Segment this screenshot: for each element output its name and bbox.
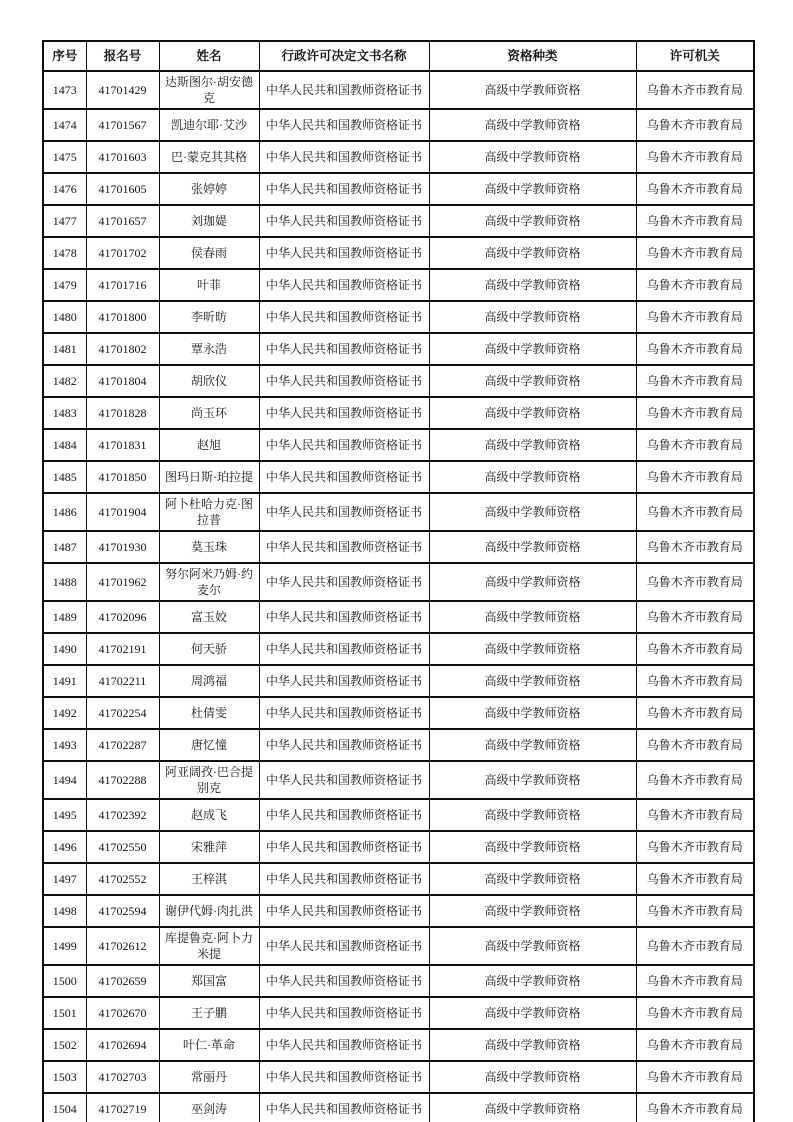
cell-qual-type: 高级中学教师资格 (429, 997, 636, 1029)
cell-reg-no: 41702694 (86, 1029, 159, 1061)
cell-reg-no: 41702211 (86, 665, 159, 697)
cell-name: 王子鹏 (159, 997, 259, 1029)
cell-name: 尚玉环 (159, 397, 259, 429)
cell-name: 努尔阿米乃姆·约麦尔 (159, 563, 259, 601)
cell-authority: 乌鲁木齐市教育局 (636, 997, 754, 1029)
cell-doc-name: 中华人民共和国教师资格证书 (259, 493, 429, 531)
cell-doc-name: 中华人民共和国教师资格证书 (259, 269, 429, 301)
cell-name: 阿亚阔孜·巴合提别克 (159, 761, 259, 799)
cell-authority: 乌鲁木齐市教育局 (636, 205, 754, 237)
cell-serial: 1483 (43, 397, 86, 429)
cell-authority: 乌鲁木齐市教育局 (636, 365, 754, 397)
table-row (43, 397, 754, 429)
table-row (43, 173, 754, 205)
cell-name: 宋雅萍 (159, 831, 259, 863)
cell-doc-name: 中华人民共和国教师资格证书 (259, 141, 429, 173)
cell-authority: 乌鲁木齐市教育局 (636, 493, 754, 531)
cell-qual-type: 高级中学教师资格 (429, 461, 636, 493)
cell-reg-no: 41702096 (86, 601, 159, 633)
cell-qual-type: 高级中学教师资格 (429, 799, 636, 831)
cell-authority: 乌鲁木齐市教育局 (636, 965, 754, 997)
cell-qual-type: 高级中学教师资格 (429, 927, 636, 965)
table-row (43, 237, 754, 269)
cell-serial: 1487 (43, 531, 86, 563)
cell-qual-type: 高级中学教师资格 (429, 493, 636, 531)
cell-authority: 乌鲁木齐市教育局 (636, 301, 754, 333)
cell-reg-no: 41701904 (86, 493, 159, 531)
cell-doc-name: 中华人民共和国教师资格证书 (259, 831, 429, 863)
cell-qual-type: 高级中学教师资格 (429, 831, 636, 863)
cell-doc-name: 中华人民共和国教师资格证书 (259, 365, 429, 397)
cell-doc-name: 中华人民共和国教师资格证书 (259, 109, 429, 141)
cell-doc-name: 中华人民共和国教师资格证书 (259, 997, 429, 1029)
cell-authority: 乌鲁木齐市教育局 (636, 633, 754, 665)
cell-reg-no: 41701716 (86, 269, 159, 301)
cell-qual-type: 高级中学教师资格 (429, 729, 636, 761)
cell-authority: 乌鲁木齐市教育局 (636, 729, 754, 761)
table-row (43, 965, 754, 997)
cell-reg-no: 41701702 (86, 237, 159, 269)
cell-serial: 1485 (43, 461, 86, 493)
cell-reg-no: 41701567 (86, 109, 159, 141)
table-header (43, 41, 754, 71)
cell-authority: 乌鲁木齐市教育局 (636, 665, 754, 697)
cell-name: 何天骄 (159, 633, 259, 665)
cell-authority: 乌鲁木齐市教育局 (636, 109, 754, 141)
cell-serial: 1491 (43, 665, 86, 697)
cell-qual-type: 高级中学教师资格 (429, 333, 636, 365)
cell-authority: 乌鲁木齐市教育局 (636, 71, 754, 109)
cell-doc-name: 中华人民共和国教师资格证书 (259, 895, 429, 927)
cell-authority: 乌鲁木齐市教育局 (636, 461, 754, 493)
cell-reg-no: 41701962 (86, 563, 159, 601)
table-row (43, 493, 754, 531)
cell-reg-no: 41702612 (86, 927, 159, 965)
table-row (43, 301, 754, 333)
cell-name: 赵旭 (159, 429, 259, 461)
cell-serial: 1503 (43, 1061, 86, 1093)
cell-qual-type: 高级中学教师资格 (429, 531, 636, 563)
cell-serial: 1477 (43, 205, 86, 237)
cell-reg-no: 41702594 (86, 895, 159, 927)
cell-name: 富玉姣 (159, 601, 259, 633)
table-row (43, 697, 754, 729)
cell-authority: 乌鲁木齐市教育局 (636, 397, 754, 429)
cell-doc-name: 中华人民共和国教师资格证书 (259, 927, 429, 965)
table-row (43, 563, 754, 601)
cell-serial: 1504 (43, 1093, 86, 1122)
table-row (43, 333, 754, 365)
cell-serial: 1486 (43, 493, 86, 531)
cell-doc-name: 中华人民共和国教师资格证书 (259, 397, 429, 429)
cell-reg-no: 41702659 (86, 965, 159, 997)
cell-doc-name: 中华人民共和国教师资格证书 (259, 965, 429, 997)
cell-reg-no: 41701603 (86, 141, 159, 173)
cell-serial: 1475 (43, 141, 86, 173)
table-row (43, 927, 754, 965)
cell-qual-type: 高级中学教师资格 (429, 301, 636, 333)
cell-doc-name: 中华人民共和国教师资格证书 (259, 531, 429, 563)
cell-authority: 乌鲁木齐市教育局 (636, 531, 754, 563)
cell-name: 王梓淇 (159, 863, 259, 895)
table-row (43, 799, 754, 831)
cell-authority: 乌鲁木齐市教育局 (636, 863, 754, 895)
cell-authority: 乌鲁木齐市教育局 (636, 927, 754, 965)
table-row (43, 71, 754, 109)
cell-doc-name: 中华人民共和国教师资格证书 (259, 863, 429, 895)
cell-reg-no: 41701831 (86, 429, 159, 461)
cell-qual-type: 高级中学教师资格 (429, 109, 636, 141)
cell-qual-type: 高级中学教师资格 (429, 269, 636, 301)
cell-name: 张婷婷 (159, 173, 259, 205)
cell-serial: 1499 (43, 927, 86, 965)
cell-name: 图玛日斯·珀拉提 (159, 461, 259, 493)
cell-qual-type: 高级中学教师资格 (429, 965, 636, 997)
table-row (43, 269, 754, 301)
cell-authority: 乌鲁木齐市教育局 (636, 895, 754, 927)
cell-authority: 乌鲁木齐市教育局 (636, 333, 754, 365)
cell-name: 覃永浩 (159, 333, 259, 365)
qualification-table (42, 40, 755, 1122)
cell-authority: 乌鲁木齐市教育局 (636, 563, 754, 601)
cell-reg-no: 41702703 (86, 1061, 159, 1093)
cell-doc-name: 中华人民共和国教师资格证书 (259, 237, 429, 269)
cell-reg-no: 41702287 (86, 729, 159, 761)
cell-reg-no: 41702288 (86, 761, 159, 799)
cell-serial: 1489 (43, 601, 86, 633)
cell-name: 库提鲁克·阿卜力米提 (159, 927, 259, 965)
table-row (43, 531, 754, 563)
column-header-serial: 序号 (43, 41, 86, 71)
cell-reg-no: 41701804 (86, 365, 159, 397)
cell-doc-name: 中华人民共和国教师资格证书 (259, 1029, 429, 1061)
cell-qual-type: 高级中学教师资格 (429, 173, 636, 205)
cell-reg-no: 41702552 (86, 863, 159, 895)
cell-name: 叶菲 (159, 269, 259, 301)
cell-doc-name: 中华人民共和国教师资格证书 (259, 601, 429, 633)
cell-serial: 1478 (43, 237, 86, 269)
cell-authority: 乌鲁木齐市教育局 (636, 831, 754, 863)
cell-name: 阿卜杜哈力克·图拉普 (159, 493, 259, 531)
cell-reg-no: 41702392 (86, 799, 159, 831)
cell-serial: 1474 (43, 109, 86, 141)
column-header-reg-no: 报名号 (86, 41, 159, 71)
cell-authority: 乌鲁木齐市教育局 (636, 697, 754, 729)
table-row (43, 831, 754, 863)
cell-authority: 乌鲁木齐市教育局 (636, 173, 754, 205)
cell-serial: 1484 (43, 429, 86, 461)
cell-reg-no: 41702670 (86, 997, 159, 1029)
cell-serial: 1481 (43, 333, 86, 365)
cell-qual-type: 高级中学教师资格 (429, 633, 636, 665)
cell-reg-no: 41702254 (86, 697, 159, 729)
cell-reg-no: 41701657 (86, 205, 159, 237)
table-row (43, 461, 754, 493)
cell-serial: 1479 (43, 269, 86, 301)
cell-name: 凯迪尔耶·艾沙 (159, 109, 259, 141)
table-row (43, 895, 754, 927)
cell-name: 郑国富 (159, 965, 259, 997)
cell-qual-type: 高级中学教师资格 (429, 1061, 636, 1093)
table-row (43, 633, 754, 665)
cell-serial: 1492 (43, 697, 86, 729)
cell-name: 巴·蒙克其其格 (159, 141, 259, 173)
cell-doc-name: 中华人民共和国教师资格证书 (259, 429, 429, 461)
cell-name: 叶仁·革命 (159, 1029, 259, 1061)
table-row (43, 205, 754, 237)
cell-serial: 1482 (43, 365, 86, 397)
column-header-authority: 许可机关 (636, 41, 754, 71)
column-header-doc-name: 行政许可决定文书名称 (259, 41, 429, 71)
cell-qual-type: 高级中学教师资格 (429, 1029, 636, 1061)
cell-name: 周鸿福 (159, 665, 259, 697)
cell-doc-name: 中华人民共和国教师资格证书 (259, 665, 429, 697)
cell-reg-no: 41702550 (86, 831, 159, 863)
table-row (43, 141, 754, 173)
cell-qual-type: 高级中学教师资格 (429, 601, 636, 633)
cell-serial: 1501 (43, 997, 86, 1029)
cell-doc-name: 中华人民共和国教师资格证书 (259, 301, 429, 333)
cell-doc-name: 中华人民共和国教师资格证书 (259, 729, 429, 761)
cell-doc-name: 中华人民共和国教师资格证书 (259, 173, 429, 205)
cell-authority: 乌鲁木齐市教育局 (636, 1093, 754, 1122)
cell-doc-name: 中华人民共和国教师资格证书 (259, 1061, 429, 1093)
table-row (43, 729, 754, 761)
cell-serial: 1473 (43, 71, 86, 109)
cell-reg-no: 41701429 (86, 71, 159, 109)
cell-qual-type: 高级中学教师资格 (429, 71, 636, 109)
cell-serial: 1476 (43, 173, 86, 205)
cell-doc-name: 中华人民共和国教师资格证书 (259, 205, 429, 237)
cell-qual-type: 高级中学教师资格 (429, 563, 636, 601)
cell-serial: 1488 (43, 563, 86, 601)
cell-reg-no: 41702191 (86, 633, 159, 665)
cell-qual-type: 高级中学教师资格 (429, 237, 636, 269)
table-row (43, 863, 754, 895)
cell-qual-type: 高级中学教师资格 (429, 697, 636, 729)
cell-doc-name: 中华人民共和国教师资格证书 (259, 71, 429, 109)
cell-name: 莫玉珠 (159, 531, 259, 563)
cell-authority: 乌鲁木齐市教育局 (636, 269, 754, 301)
cell-serial: 1498 (43, 895, 86, 927)
cell-reg-no: 41702719 (86, 1093, 159, 1122)
cell-name: 达斯图尔·胡安德克 (159, 71, 259, 109)
table-row (43, 1029, 754, 1061)
cell-qual-type: 高级中学教师资格 (429, 1093, 636, 1122)
cell-reg-no: 41701802 (86, 333, 159, 365)
cell-name: 巫剑涛 (159, 1093, 259, 1122)
cell-serial: 1502 (43, 1029, 86, 1061)
table-row (43, 365, 754, 397)
table-row (43, 761, 754, 799)
cell-authority: 乌鲁木齐市教育局 (636, 601, 754, 633)
cell-reg-no: 41701850 (86, 461, 159, 493)
cell-doc-name: 中华人民共和国教师资格证书 (259, 461, 429, 493)
cell-reg-no: 41701800 (86, 301, 159, 333)
table-row (43, 601, 754, 633)
cell-serial: 1494 (43, 761, 86, 799)
cell-doc-name: 中华人民共和国教师资格证书 (259, 799, 429, 831)
cell-name: 杜倩雯 (159, 697, 259, 729)
cell-serial: 1495 (43, 799, 86, 831)
cell-authority: 乌鲁木齐市教育局 (636, 429, 754, 461)
cell-doc-name: 中华人民共和国教师资格证书 (259, 563, 429, 601)
cell-authority: 乌鲁木齐市教育局 (636, 141, 754, 173)
cell-doc-name: 中华人民共和国教师资格证书 (259, 697, 429, 729)
cell-qual-type: 高级中学教师资格 (429, 895, 636, 927)
cell-name: 胡欣仪 (159, 365, 259, 397)
cell-name: 赵成飞 (159, 799, 259, 831)
cell-qual-type: 高级中学教师资格 (429, 365, 636, 397)
table-row (43, 1093, 754, 1122)
cell-reg-no: 41701930 (86, 531, 159, 563)
cell-serial: 1480 (43, 301, 86, 333)
table-body (43, 71, 754, 1122)
cell-serial: 1500 (43, 965, 86, 997)
cell-qual-type: 高级中学教师资格 (429, 761, 636, 799)
cell-authority: 乌鲁木齐市教育局 (636, 1029, 754, 1061)
cell-reg-no: 41701828 (86, 397, 159, 429)
cell-qual-type: 高级中学教师资格 (429, 863, 636, 895)
cell-name: 刘珈媞 (159, 205, 259, 237)
cell-name: 常丽丹 (159, 1061, 259, 1093)
table-row (43, 997, 754, 1029)
column-header-qual-type: 资格种类 (429, 41, 636, 71)
cell-authority: 乌鲁木齐市教育局 (636, 761, 754, 799)
cell-name: 李昕昉 (159, 301, 259, 333)
cell-doc-name: 中华人民共和国教师资格证书 (259, 1093, 429, 1122)
cell-doc-name: 中华人民共和国教师资格证书 (259, 761, 429, 799)
cell-authority: 乌鲁木齐市教育局 (636, 237, 754, 269)
cell-name: 侯春雨 (159, 237, 259, 269)
table-row (43, 109, 754, 141)
cell-doc-name: 中华人民共和国教师资格证书 (259, 333, 429, 365)
cell-doc-name: 中华人民共和国教师资格证书 (259, 633, 429, 665)
cell-qual-type: 高级中学教师资格 (429, 429, 636, 461)
cell-reg-no: 41701605 (86, 173, 159, 205)
cell-qual-type: 高级中学教师资格 (429, 397, 636, 429)
cell-serial: 1497 (43, 863, 86, 895)
cell-serial: 1490 (43, 633, 86, 665)
cell-name: 谢伊代姆·肉扎洪 (159, 895, 259, 927)
header-row (43, 41, 754, 71)
cell-qual-type: 高级中学教师资格 (429, 141, 636, 173)
table-row (43, 1061, 754, 1093)
column-header-name: 姓名 (159, 41, 259, 71)
cell-qual-type: 高级中学教师资格 (429, 205, 636, 237)
cell-name: 唐忆憧 (159, 729, 259, 761)
cell-serial: 1496 (43, 831, 86, 863)
table-row (43, 429, 754, 461)
table-row (43, 665, 754, 697)
cell-qual-type: 高级中学教师资格 (429, 665, 636, 697)
cell-serial: 1493 (43, 729, 86, 761)
cell-authority: 乌鲁木齐市教育局 (636, 799, 754, 831)
cell-authority: 乌鲁木齐市教育局 (636, 1061, 754, 1093)
